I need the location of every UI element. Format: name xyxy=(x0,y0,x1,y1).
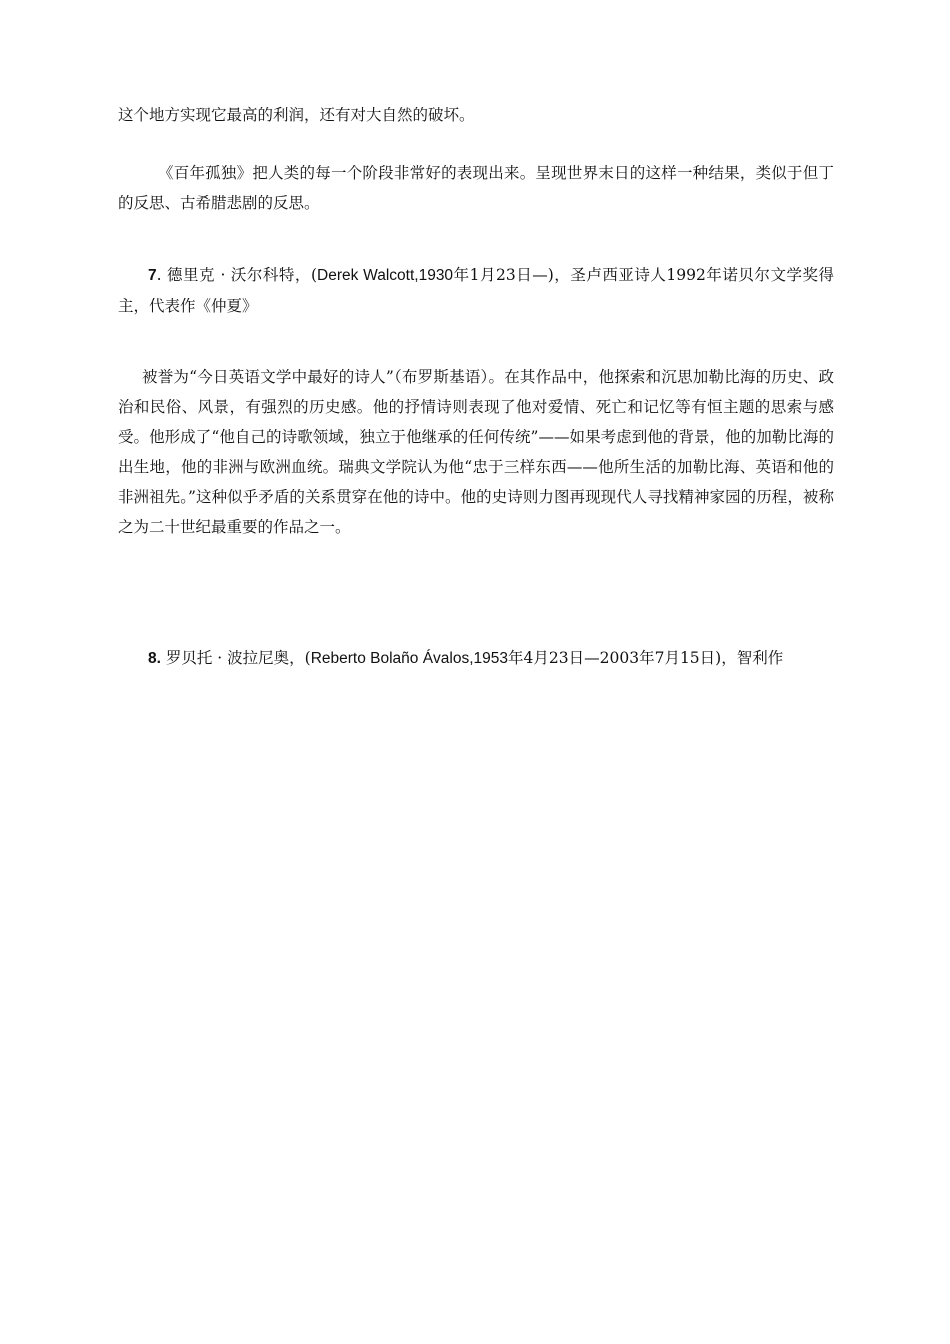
entry-separator: . xyxy=(156,266,167,284)
entry-name-latin: Derek Walcott,1930 xyxy=(317,267,454,284)
paragraph-solitude xyxy=(118,158,834,218)
paragraph-walcott-description xyxy=(118,362,834,542)
entry-name-latin: Reberto Bolaño Ávalos,1953 xyxy=(310,650,509,667)
entry-8-heading xyxy=(118,643,834,674)
entry-name-cn: 罗贝托 · 波拉尼奥，( xyxy=(160,649,311,667)
paragraph-text: 《百年孤独》把人类的每一个阶段非常好的表现出来。呈现世界末日的这样一种结果，类似于但丁的反思、古希腊悲剧的反思。 xyxy=(118,164,834,212)
entry-number: 7 xyxy=(148,267,157,284)
entry-details: 年1月23日—)，圣卢西亚诗人1992年诺贝尔文学奖得主，代表作《仲夏》 xyxy=(118,266,834,315)
entry-name-cn: 德里克 · 沃尔科特，( xyxy=(167,266,317,284)
entry-number: 8. xyxy=(148,650,161,667)
entry-details: 年4月23日—2003年7月15日)，智利作 xyxy=(508,649,784,667)
entry-7-heading xyxy=(118,260,834,321)
paragraph-text: 被誉为“今日英语文学中最好的诗人”（布罗斯基语）。在其作品中，他探索和沉思加勒比海的历史、政治和民俗、风景，有强烈的历史感。他的抒情诗则表现了他对爱情、死亡和记忆等有恒主题的思索与感受。他形成了“他自己的诗歌领域，独立于他继承的任何传统”——如果考虑到他的背景，他的加勒比海的出生地，他的非洲与欧洲血统。瑞典文学院认为他“忠于三样东西——他所生活的加勒比海、英语和他的非洲祖先。”这种似乎矛盾的关系贯穿在他的诗中。他的史诗则力图再现现代人寻找精神家园的历程，被称之为二十世纪最重要的作品之一。 xyxy=(118,368,834,536)
paragraph-profit-destruction xyxy=(118,100,834,130)
paragraph-text: 这个地方实现它最高的利润，还有对大自然的破坏。 xyxy=(118,106,475,124)
